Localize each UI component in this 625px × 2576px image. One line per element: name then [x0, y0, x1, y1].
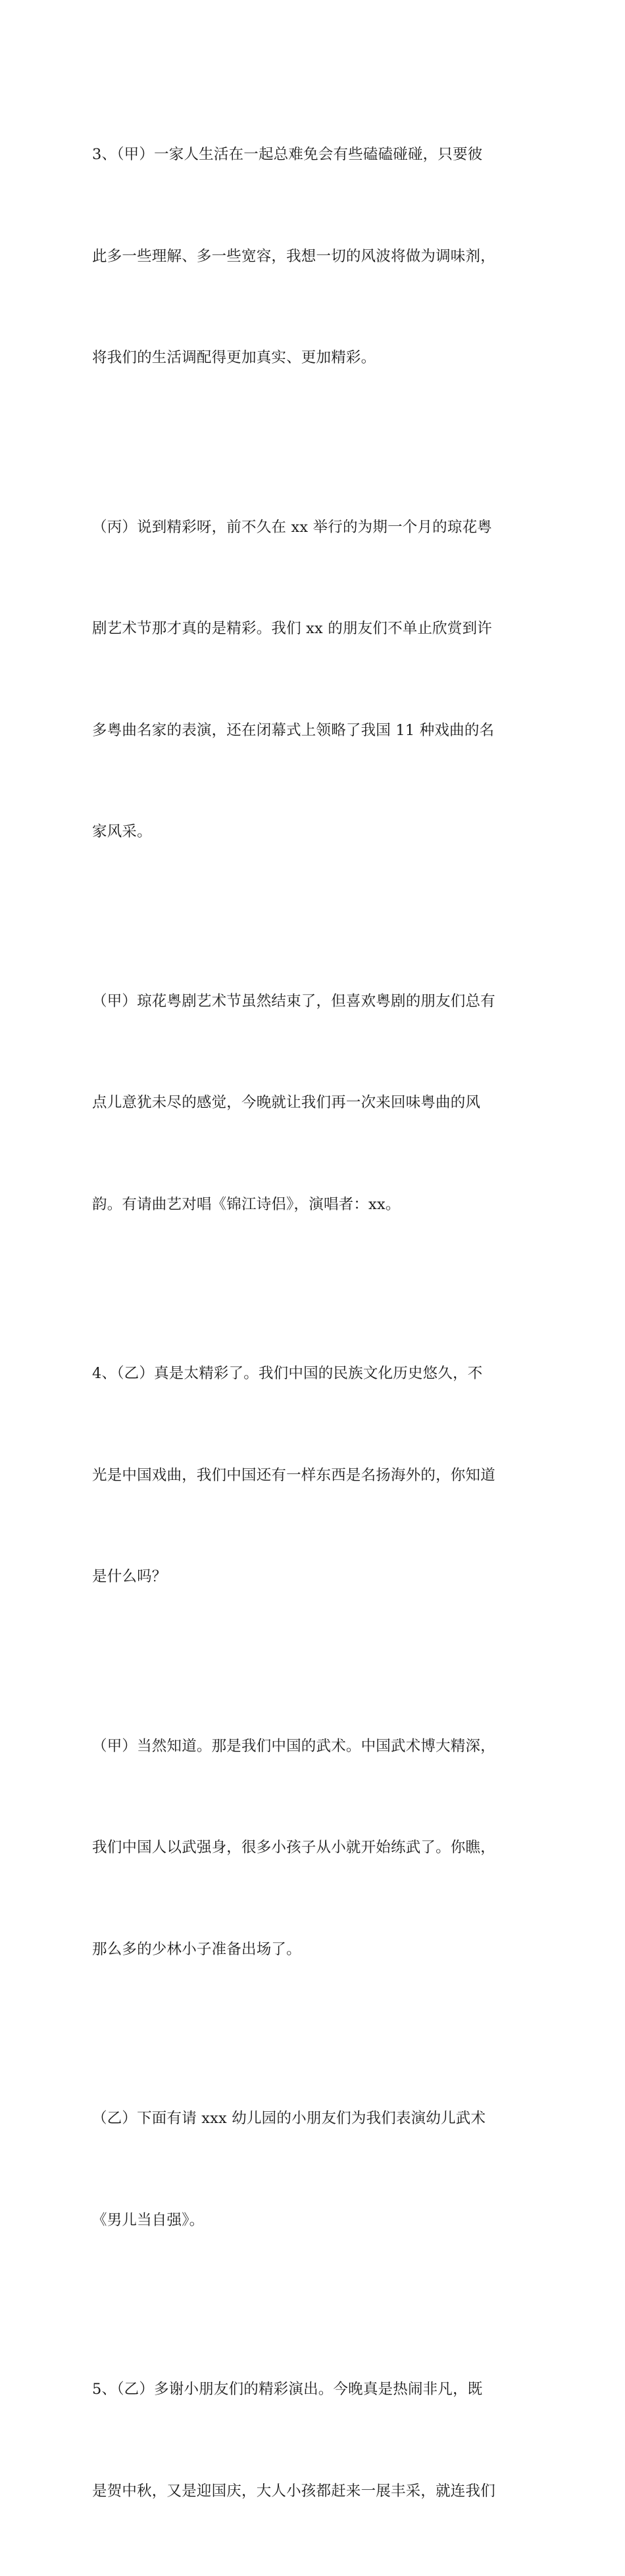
- paragraph-yi-kindergarten: [92, 2034, 539, 2305]
- paragraph-section-3-jia: [92, 70, 539, 443]
- paragraph-section-4-yi: [92, 1289, 539, 1662]
- paragraph-section-5-yi: [92, 2305, 539, 2576]
- text-line: 点儿意犹未尽的感觉，今晚就让我们再一次来回味粤曲的风: [92, 1094, 481, 1111]
- text-line: （乙）下面有请 xxx 幼儿园的小朋友们为我们表演幼儿武术: [92, 2110, 486, 2127]
- text-line: （丙）说到精彩呀，前不久在 xx 举行的为期一个月的琼花粤: [92, 518, 492, 536]
- text-line: 是贺中秋，又是迎国庆，大人小孩都赶来一展丰采，就连我们: [92, 2482, 495, 2500]
- text-line: 那么多的少林小子准备出场了。: [92, 1940, 301, 1958]
- text-line: 韵。有请曲艺对唱《锦江诗侣》，演唱者：xx。: [92, 1195, 401, 1213]
- document-body: [92, 70, 539, 2576]
- text-line: 5、（乙）多谢小朋友们的精彩演出。今晚真是热闹非凡，既: [92, 2381, 483, 2398]
- text-line: 光是中国戏曲，我们中国还有一样东西是名扬海外的，你知道: [92, 1466, 495, 1484]
- text-line: 家风采。: [92, 823, 152, 840]
- text-line: 3、（甲）一家人生活在一起总难免会有些磕磕碰碰，只要彼: [92, 146, 483, 163]
- text-line: 将我们的生活调配得更加真实、更加精彩。: [92, 349, 376, 366]
- text-line: （甲）当然知道。那是我们中国的武术。中国武术博大精深，: [92, 1737, 495, 1755]
- text-line: 《男儿当自强》。: [92, 2211, 205, 2229]
- text-line: 是什么吗？: [92, 1568, 167, 1585]
- text-line: 多粤曲名家的表演，还在闭幕式上领略了我国 11 种戏曲的名: [92, 721, 495, 739]
- paragraph-jia-opera: [92, 917, 539, 1290]
- paragraph-jia-wushu: [92, 1662, 539, 2035]
- text-line: 4、（乙）真是太精彩了。我们中国的民族文化历史悠久，不: [92, 1365, 483, 1382]
- text-line: 此多一些理解、多一些宽容，我想一切的风波将做为调味剂，: [92, 247, 495, 265]
- text-line: 我们中国人以武强身，很多小孩子从小就开始练武了。你瞧，: [92, 1839, 495, 1856]
- text-line: （甲）琼花粤剧艺术节虽然结束了，但喜欢粤剧的朋友们总有: [92, 992, 495, 1010]
- text-line: 剧艺术节那才真的是精彩。我们 xx 的朋友们不单止欣赏到许: [92, 620, 492, 637]
- paragraph-bing: [92, 443, 539, 917]
